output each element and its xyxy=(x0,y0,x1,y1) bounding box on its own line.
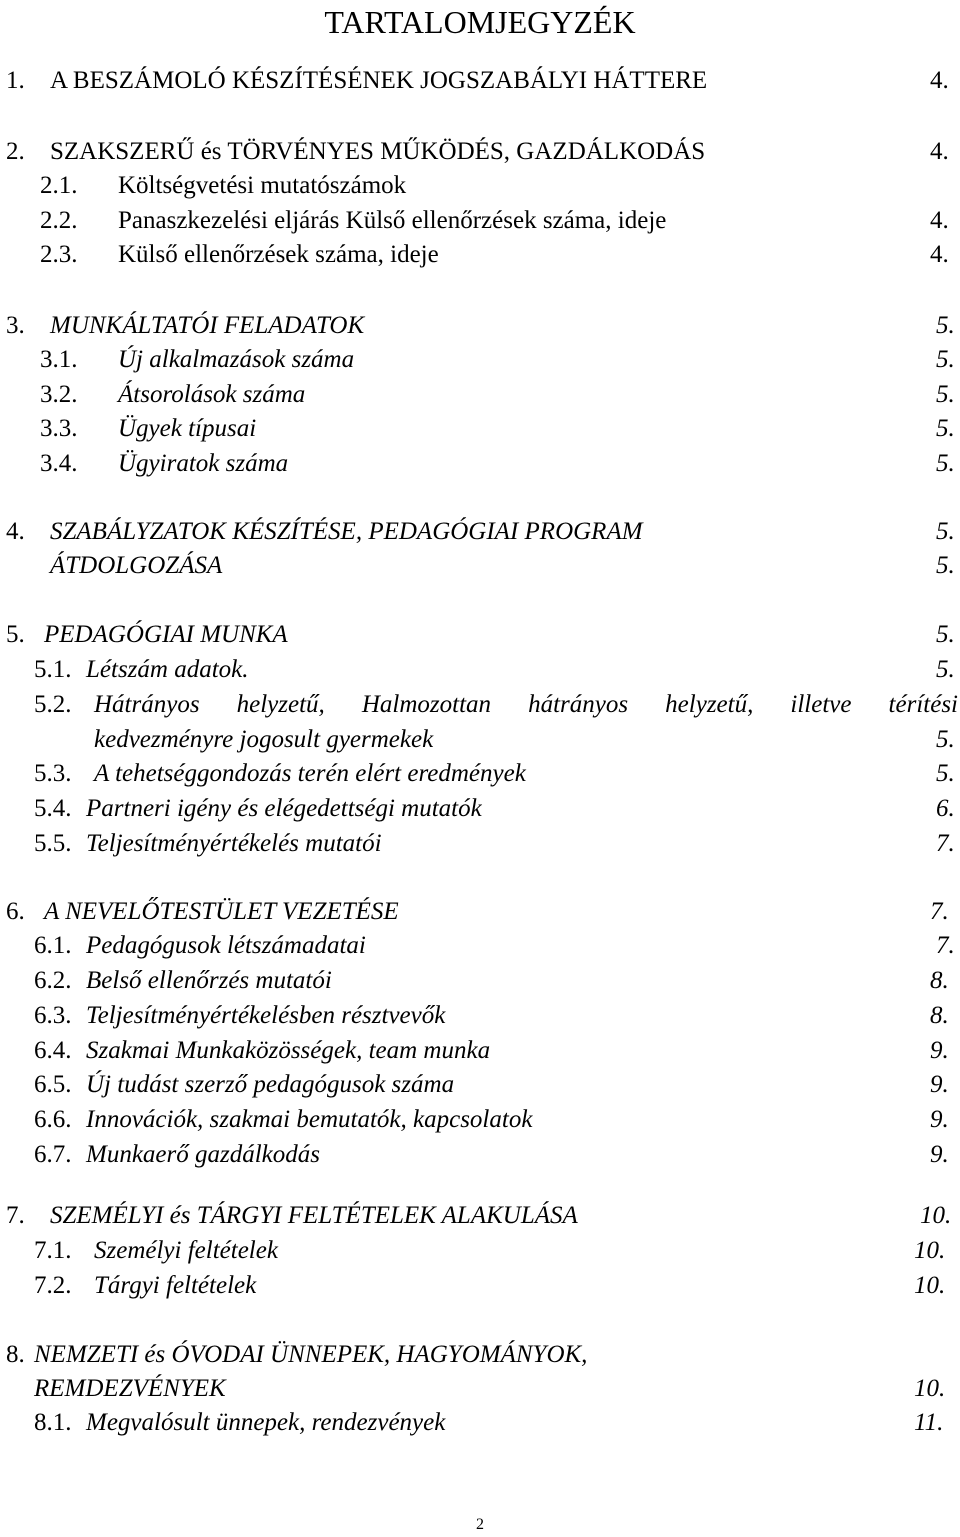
toc-entry-page: 7. xyxy=(936,932,955,959)
toc-entry-text: SZAKSZERŰ és TÖRVÉNYES MŰKÖDÉS, GAZDÁLKODÁS xyxy=(50,138,706,165)
toc-entry-page: 6. xyxy=(936,795,955,822)
toc-entry-text: Ügyek típusai xyxy=(118,415,257,442)
toc-entry-page: 10. xyxy=(914,1272,946,1299)
toc-entry-page: 4. xyxy=(930,241,949,268)
toc-entry-page: 10. xyxy=(914,1237,946,1264)
toc-entry-text: Panaszkezelési eljárás Külső ellenőrzések száma, ideje xyxy=(118,207,667,234)
toc-entry-text: MUNKÁLTATÓI FELADATOK xyxy=(50,312,365,339)
toc-entry-number: 6.4. xyxy=(34,1037,72,1064)
toc-entry-5 xyxy=(6,618,955,652)
toc-entry-page: 9. xyxy=(930,1106,949,1133)
toc-entry-text: Partneri igény és elégedettségi mutatók xyxy=(86,795,482,822)
toc-entry-4 xyxy=(6,515,955,549)
toc-entry-text: Új alkalmazások száma xyxy=(118,346,355,373)
toc-entry-number: 3.2. xyxy=(40,381,78,408)
toc-entry-page: 10. xyxy=(914,1375,946,1402)
toc-entry-number: 7. xyxy=(6,1202,25,1229)
toc-entry-number: 6.6. xyxy=(34,1106,72,1133)
toc-entry-number: 6.3. xyxy=(34,1002,72,1029)
toc-entry-number: 6. xyxy=(6,898,25,925)
toc-entry-3-2 xyxy=(40,378,955,412)
toc-entry-page: 4. xyxy=(930,67,949,94)
toc-entry-6-2 xyxy=(34,964,950,998)
toc-entry-3 xyxy=(6,309,955,343)
toc-entry-number: 3. xyxy=(6,312,25,339)
toc-entry-number: 2.2. xyxy=(40,207,78,234)
toc-entry-page: 5. xyxy=(936,621,955,648)
toc-entry-page: 5. xyxy=(936,312,955,339)
toc-entry-text: Pedagógusok létszámadatai xyxy=(86,932,366,959)
toc-entry-number: 6.7. xyxy=(34,1141,72,1168)
toc-entry-number: 1. xyxy=(6,67,25,94)
toc-entry-text: Belső ellenőrzés mutatói xyxy=(86,967,332,994)
toc-entry-text: A tehetséggondozás terén elért eredmények xyxy=(94,760,526,787)
toc-entry-text: Új tudást szerző pedagógusok száma xyxy=(86,1071,455,1098)
toc-entry-number: 3.3. xyxy=(40,415,78,442)
toc-entry-2-1 xyxy=(40,169,950,203)
toc-entry-page: 10. xyxy=(920,1202,952,1229)
toc-entry-number: 5.3. xyxy=(34,760,72,787)
toc-entry-8-1 xyxy=(34,1406,950,1440)
toc-entry-number: 8.1. xyxy=(34,1409,72,1436)
toc-entry-8 xyxy=(6,1338,950,1372)
toc-entry-4-cont xyxy=(6,549,955,583)
toc-entry-text: Megvalósult ünnepek, rendezvények xyxy=(86,1409,446,1436)
toc-entry-1 xyxy=(6,64,950,98)
toc-entry-number: 7.1. xyxy=(34,1237,72,1264)
toc-entry-5-5 xyxy=(34,827,955,861)
toc-entry-number: 8. xyxy=(6,1341,25,1368)
toc-entry-number: 3.4. xyxy=(40,450,78,477)
toc-entry-3-3 xyxy=(40,412,955,446)
toc-entry-text: Átsorolások száma xyxy=(118,381,306,408)
toc-entry-6-1 xyxy=(34,929,955,963)
toc-entry-6-3 xyxy=(34,999,950,1033)
toc-entry-text: Személyi feltételek xyxy=(94,1237,278,1264)
toc-entry-number: 5.1. xyxy=(34,656,72,683)
toc-entry-5-1 xyxy=(34,653,955,687)
toc-entry-number: 5.5. xyxy=(34,830,72,857)
toc-entry-text: Teljesítményértékelés mutatói xyxy=(86,830,382,857)
toc-entry-number: 7.2. xyxy=(34,1272,72,1299)
toc-entry-page: 5. xyxy=(936,346,955,373)
toc-entry-page: 5. xyxy=(936,518,955,545)
toc-entry-page: 11. xyxy=(914,1409,944,1436)
toc-entry-text: Költségvetési mutatószámok xyxy=(118,172,407,199)
toc-entry-text: SZEMÉLYI és TÁRGYI FELTÉTELEK ALAKULÁSA xyxy=(50,1202,578,1229)
toc-entry-number: 5.2. xyxy=(34,691,72,718)
toc-entry-6 xyxy=(6,895,950,929)
toc-entry-text: Hátrányos helyzetű, Halmozottan hátrányos helyzetű, illetve térítési xyxy=(94,691,958,718)
toc-entry-text: Külső ellenőrzések száma, ideje xyxy=(118,241,439,268)
toc-entry-6-4 xyxy=(34,1034,950,1068)
toc-entry-page: 9. xyxy=(930,1141,949,1168)
toc-entry-number: 2.1. xyxy=(40,172,78,199)
toc-entry-page: 5. xyxy=(936,760,955,787)
toc-entry-page: 4. xyxy=(930,138,949,165)
toc-entry-2 xyxy=(6,135,950,169)
toc-entry-text: Szakmai Munkaközösségek, team munka xyxy=(86,1037,491,1064)
toc-entry-page: 5. xyxy=(936,656,955,683)
page-number: 2 xyxy=(476,1516,484,1533)
toc-entry-text: Munkaerő gazdálkodás xyxy=(86,1141,320,1168)
toc-entry-page: 5. xyxy=(936,726,955,753)
toc-entry-7-1 xyxy=(34,1234,950,1268)
toc-entry-text: A NEVELŐTESTÜLET VEZETÉSE xyxy=(44,898,399,925)
toc-entry-text: Ügyiratok száma xyxy=(118,450,289,477)
toc-entry-page: 9. xyxy=(930,1071,949,1098)
toc-entry-text: Innovációk, szakmai bemutatók, kapcsolatok xyxy=(86,1106,533,1133)
toc-entry-text: Teljesítményértékelésben résztvevők xyxy=(86,1002,446,1029)
toc-entry-number: 2.3. xyxy=(40,241,78,268)
toc-entry-number: 2. xyxy=(6,138,25,165)
toc-entry-5-3 xyxy=(34,757,955,791)
toc-entry-number: 6.1. xyxy=(34,932,72,959)
toc-entry-7-2 xyxy=(34,1269,950,1303)
toc-entry-page: 9. xyxy=(930,1037,949,1064)
toc-entry-number: 4. xyxy=(6,518,25,545)
toc-entry-number: 5.4. xyxy=(34,795,72,822)
toc-entry-2-3 xyxy=(40,238,950,272)
toc-entry-page: 5. xyxy=(936,381,955,408)
toc-entry-6-5 xyxy=(34,1068,950,1102)
toc-entry-page: 7. xyxy=(936,830,955,857)
toc-entry-page: 8. xyxy=(930,1002,949,1029)
toc-entry-8-cont xyxy=(6,1372,950,1406)
toc-entry-text: ÁTDOLGOZÁSA xyxy=(50,552,223,579)
toc-entry-2-2 xyxy=(40,204,950,238)
toc-entry-page: 4. xyxy=(930,207,949,234)
toc-entry-text: A BESZÁMOLÓ KÉSZÍTÉSÉNEK JOGSZABÁLYI HÁTTERE xyxy=(50,67,708,94)
toc-entry-number: 5. xyxy=(6,621,25,648)
toc-entry-text: SZABÁLYZATOK KÉSZÍTÉSE, PEDAGÓGIAI PROGRAM xyxy=(50,518,643,545)
toc-entry-3-1 xyxy=(40,343,955,377)
toc-entry-3-4 xyxy=(40,447,955,481)
toc-entry-5-2 xyxy=(34,688,958,722)
toc-entry-number: 6.5. xyxy=(34,1071,72,1098)
toc-entry-text: REMDEZVÉNYEK xyxy=(34,1375,226,1402)
toc-entry-7 xyxy=(6,1199,950,1233)
toc-entry-number: 6.2. xyxy=(34,967,72,994)
toc-entry-5-2-cont xyxy=(34,723,955,757)
toc-entry-page: 5. xyxy=(936,552,955,579)
toc-entry-text: PEDAGÓGIAI MUNKA xyxy=(44,621,288,648)
toc-entry-text: kedvezményre jogosult gyermekek xyxy=(94,726,434,753)
toc-entry-page: 5. xyxy=(936,450,955,477)
toc-entry-text: Tárgyi feltételek xyxy=(94,1272,257,1299)
toc-title: TARTALOMJEGYZÉK xyxy=(324,4,636,40)
toc-entry-page: 7. xyxy=(930,898,949,925)
toc-entry-6-6 xyxy=(34,1103,950,1137)
toc-entry-number: 3.1. xyxy=(40,346,78,373)
toc-entry-text: Létszám adatok. xyxy=(86,656,249,683)
toc-entry-5-4 xyxy=(34,792,955,826)
toc-entry-6-7 xyxy=(34,1138,950,1172)
toc-entry-page: 5. xyxy=(936,415,955,442)
toc-entry-text: NEMZETI és ÓVODAI ÜNNEPEK, HAGYOMÁNYOK, xyxy=(34,1341,588,1368)
toc-entry-page: 8. xyxy=(930,967,949,994)
